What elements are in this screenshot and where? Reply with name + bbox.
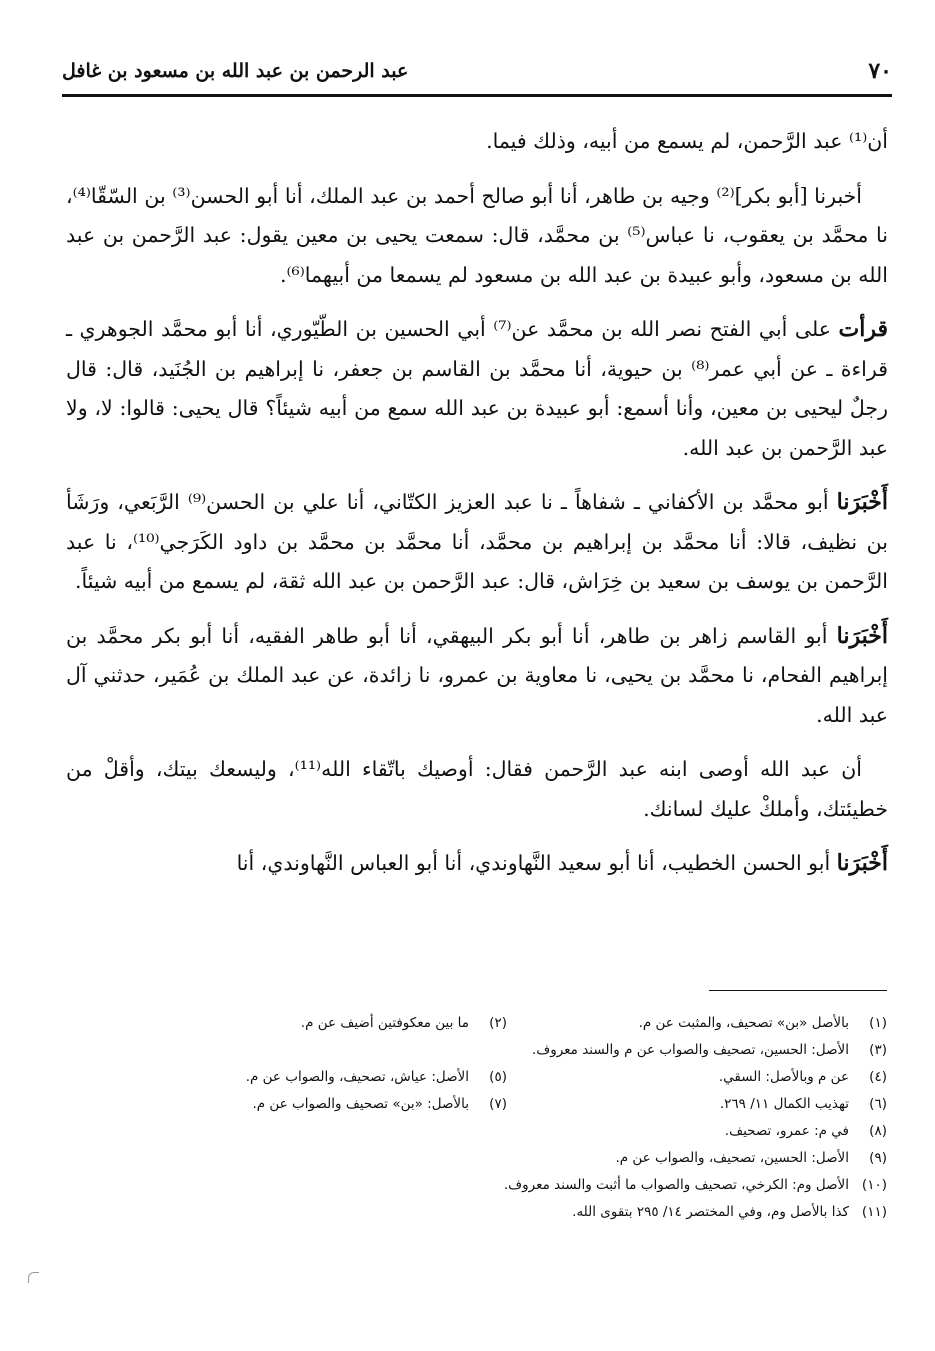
page-header xyxy=(62,58,892,94)
footnote-row xyxy=(67,1010,887,1037)
footnote-row xyxy=(67,1172,887,1199)
paragraph-lead: أَخْبَرَنا xyxy=(836,850,888,876)
footnotes xyxy=(67,1010,887,1226)
footnote-row xyxy=(67,1145,887,1172)
footnote-row xyxy=(67,1199,887,1226)
footnote-5 xyxy=(127,1064,507,1091)
footnote-number: (١٠) xyxy=(861,1177,887,1193)
footnote-text: الأصل: الحسين، تصحيف والصواب عن م والسند معروف. xyxy=(531,1042,849,1058)
footnote-number: (٩) xyxy=(869,1150,887,1166)
footnote-text: ما بين معكوفتين أضيف عن م. xyxy=(300,1015,469,1031)
paragraph-text: أبو القاسم زاهر بن طاهر، أنا أبو بكر البيهقي، أنا أبو طاهر الفقيه، أنا أبو بكر محمَّد بن إبراهيم الفحام، نا محمَّد بن يحيى، نا معاوية بن عمرو، نا زائدة، عن عبد الملك بن عُمَير، حدثني آل عبد الله. xyxy=(66,623,888,727)
paragraph-2 xyxy=(66,177,888,296)
footnote-text: الأصل: الحسين، تصحيف، والصواب عن م. xyxy=(615,1150,849,1166)
footnote-number: (٣) xyxy=(869,1042,887,1058)
paragraph-lead: قرأت xyxy=(838,316,888,342)
footnote-text: الأصل: عياش، تصحيف، والصواب عن م. xyxy=(245,1069,469,1085)
paragraph-text: أبو محمَّد بن الأكفاني ـ شفاهاً ـ نا عبد العزيز الكتّاني، أنا علي بن الحسن⁽⁹⁾ الرَّبَعي، ورَشَأ بن نظيف، قالا: أنا محمَّد بن إبراهيم بن محمَّد، أنا محمَّد بن محمَّد بن داود الكَرَجي⁽¹⁰⁾، نا عبد الرَّحمن بن يوسف بن سعيد بن خِرَاش، قال: عبد الرَّحمن بن عبد الله ثقة، لم يسمع من أبيه شيئاً. xyxy=(66,490,888,593)
footnote-text: الأصل وم: الكرخي، تصحيف والصواب ما أثبت والسند معروف. xyxy=(503,1177,849,1193)
footnote-number: (٧) xyxy=(489,1096,507,1112)
footnote-text: بالأصل: «بن» تصحيف والصواب عن م. xyxy=(252,1096,469,1112)
footnote-number: (٦) xyxy=(869,1096,887,1112)
footnote-6 xyxy=(507,1091,887,1118)
paragraph-7 xyxy=(66,844,888,884)
paragraph-4 xyxy=(66,483,888,602)
paragraph-text: أبو الحسن الخطيب، أنا أبو سعيد النَّهاوندي، أنا أبو العباس النَّهاوندي، أنا xyxy=(236,851,837,875)
footnote-7 xyxy=(127,1091,507,1118)
paragraph-1 xyxy=(66,122,888,162)
header-rule xyxy=(62,94,892,97)
main-text xyxy=(66,122,888,899)
scan-margin-mark xyxy=(28,1272,39,1283)
footnote-text: في م: عمرو، تصحيف. xyxy=(724,1123,849,1139)
footnote-text: بالأصل «بن» تصحيف، والمثبت عن م. xyxy=(638,1015,849,1031)
paragraph-text: أن⁽¹⁾ عبد الرَّحمن، لم يسمع من أبيه، وذلك فيما. xyxy=(486,129,888,153)
paragraph-3 xyxy=(66,310,888,468)
footnote-text: كذا بالأصل وم، وفي المختصر ١٤/ ٢٩٥ بتقوى الله. xyxy=(572,1204,849,1220)
footnote-number: (١) xyxy=(869,1015,887,1031)
footnote-text: عن م وبالأصل: السقي. xyxy=(718,1069,849,1085)
footnote-2 xyxy=(127,1010,507,1037)
footnote-8 xyxy=(87,1118,887,1145)
paragraph-lead: أَخْبَرَنا xyxy=(836,489,888,515)
footnote-number: (٥) xyxy=(489,1069,507,1085)
paragraph-lead: أَخْبَرَنا xyxy=(836,622,888,649)
footnote-text: تهذيب الكمال ١١/ ٢٦٩. xyxy=(719,1096,849,1112)
footnote-separator xyxy=(709,990,887,991)
footnote-row xyxy=(67,1091,887,1118)
footnote-10 xyxy=(87,1172,887,1199)
footnote-11 xyxy=(87,1199,887,1226)
footnote-3 xyxy=(87,1037,887,1064)
footnote-number: (٤) xyxy=(869,1069,887,1085)
footnote-number: (١١) xyxy=(861,1204,887,1220)
footnote-row xyxy=(67,1037,887,1064)
paragraph-5 xyxy=(66,617,888,736)
paragraph-6 xyxy=(66,750,888,829)
running-title: عبد الرحمن بن عبد الله بن مسعود بن غافل xyxy=(62,60,409,82)
footnote-4 xyxy=(507,1064,887,1091)
footnote-1 xyxy=(507,1010,887,1037)
footnote-9 xyxy=(87,1145,887,1172)
page-number: ٧٠ xyxy=(868,58,892,84)
footnote-row xyxy=(67,1118,887,1145)
paragraph-text: أن عبد الله أوصى ابنه عبد الرَّحمن فقال: أوصيك باتّقاء الله⁽¹¹⁾، وليسعك بيتك، وأقلْ من خطيئتك، وأملكْ عليك لسانك. xyxy=(66,757,888,821)
footnote-number: (٨) xyxy=(869,1123,887,1139)
paragraph-text: على أبي الفتح نصر الله بن محمَّد عن⁽⁷⁾ أبي الحسين بن الطّيّوري، أنا أبو محمَّد الجوهري ـ قراءة ـ عن أبي عمر⁽⁸⁾ بن حيوية، أنا محمَّد بن القاسم بن جعفر، نا إبراهيم بن الجُنَيد، قال: قال رجلٌ ليحيى بن معين، وأنا أسمع: أبو عبيدة بن عبد الله سمع من أبيه شيئاً؟ قال يحيى: قالوا: لا، ولا عبد الرَّحمن بن عبد الله. xyxy=(66,317,888,460)
paragraph-text: أخبرنا [أبو بكر]⁽²⁾ وجيه بن طاهر، أنا أبو صالح أحمد بن عبد الملك، أنا أبو الحسن⁽³⁾ بن السّقّا⁽⁴⁾، نا محمَّد بن يعقوب، نا عباس⁽⁵⁾ بن محمَّد، قال: سمعت يحيى بن معين يقول: عبد الرَّحمن بن عبد الله بن مسعود، وأبو عبيدة بن عبد الله بن مسعود لم يسمعا من أبيهما⁽⁶⁾. xyxy=(66,183,888,287)
footnote-row xyxy=(67,1064,887,1091)
footnote-number: (٢) xyxy=(489,1015,507,1031)
